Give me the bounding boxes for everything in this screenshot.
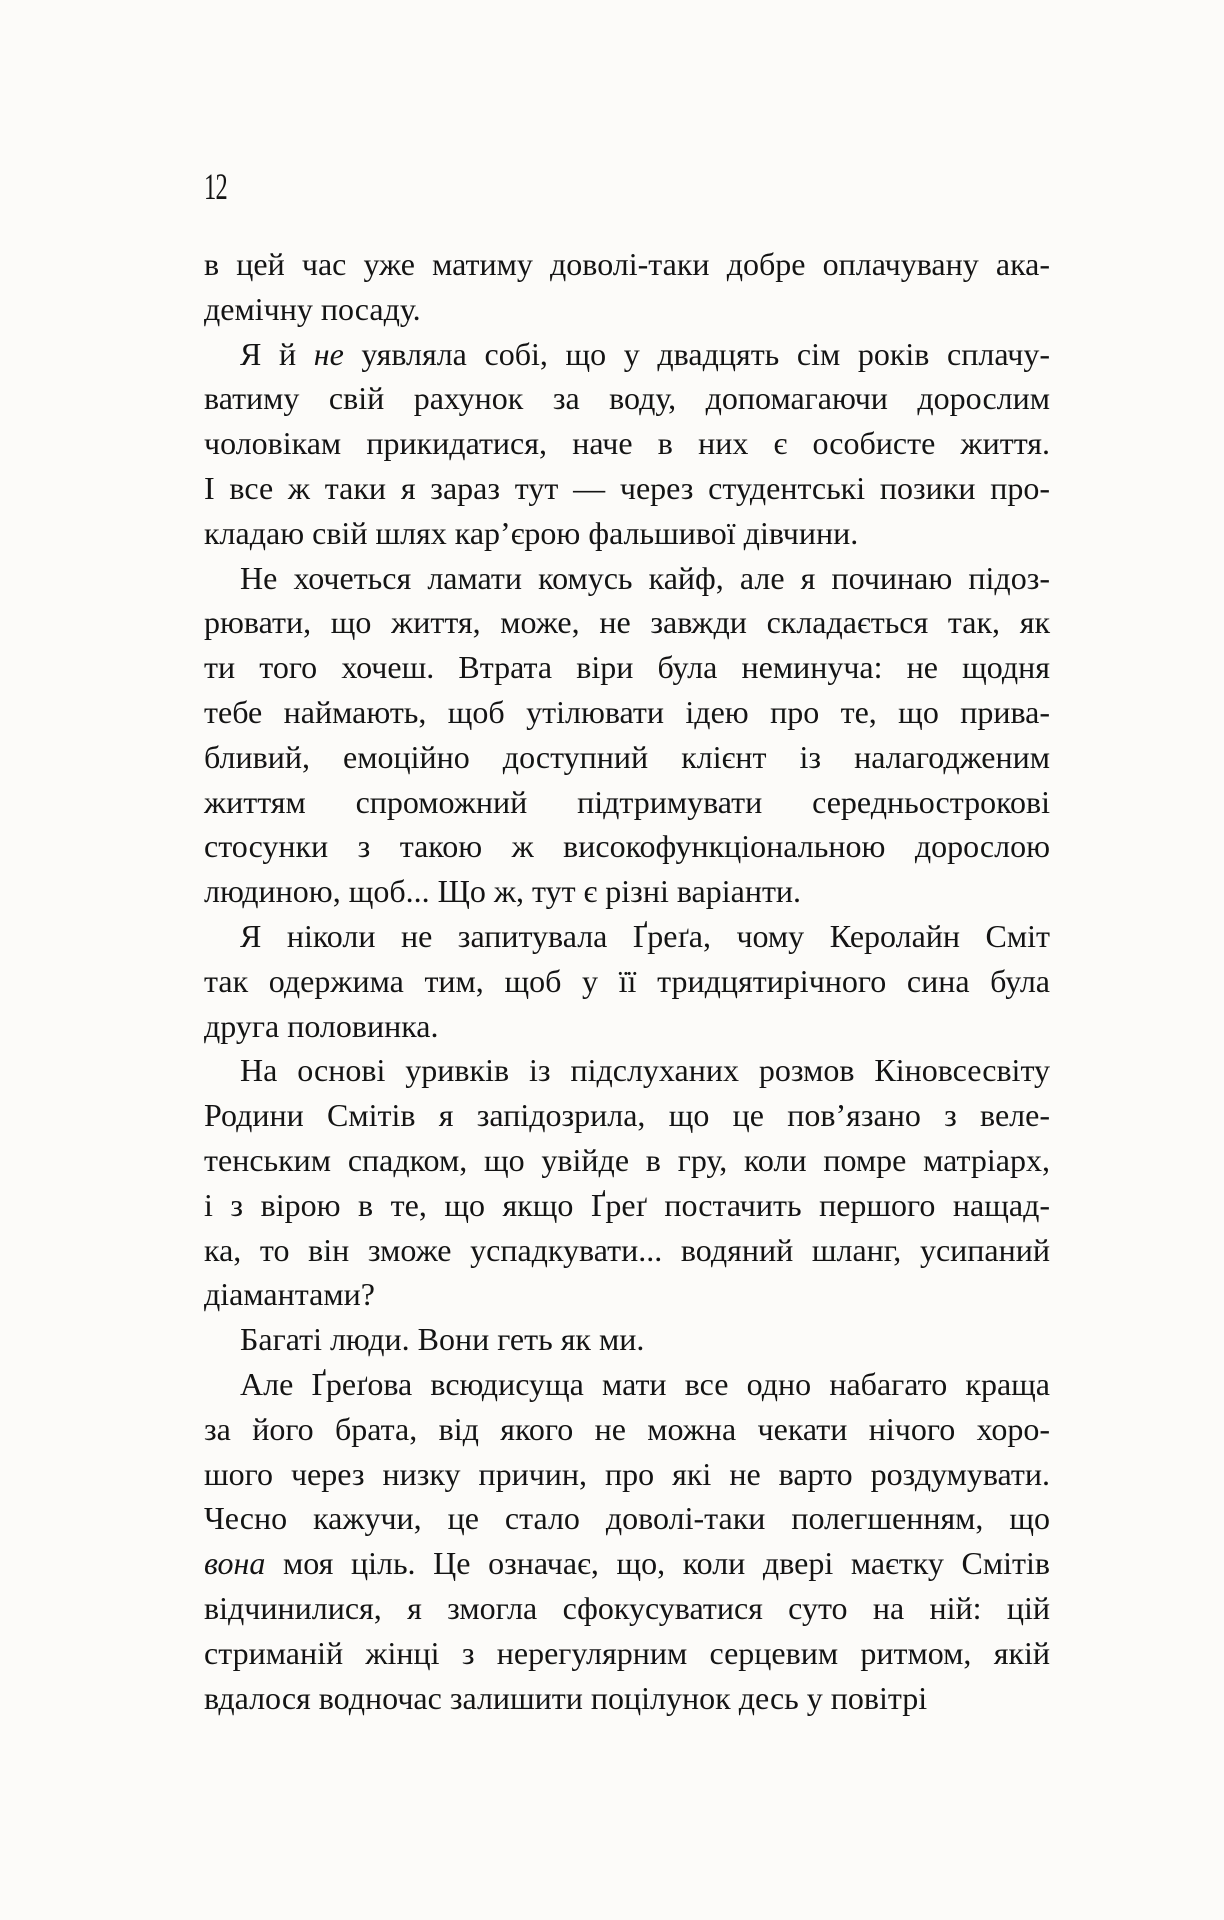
text-line xyxy=(204,1093,1050,1138)
text-line xyxy=(204,376,1050,421)
text-segment: Але Ґреґова всюдисуща мати все одно набагато краща xyxy=(240,1365,1050,1402)
paragraph xyxy=(204,914,1050,1048)
text-line xyxy=(204,332,1050,377)
text-line xyxy=(204,1004,1050,1049)
text-segment: Я й xyxy=(240,335,314,372)
text-line xyxy=(204,1407,1050,1452)
text-segment: діамантами? xyxy=(204,1276,375,1313)
text-segment: і з вірою в те, що якщо Ґреґ постачить першого нащад- xyxy=(204,1186,1050,1223)
text-line xyxy=(204,1586,1050,1631)
text-segment: моя ціль. Це означає, що, коли двері маєтку Смітів xyxy=(265,1545,1050,1582)
text-line xyxy=(204,780,1050,825)
text-segment: Чесно кажучи, це стало доволі-таки полегшенням, що xyxy=(204,1500,1050,1537)
text-line xyxy=(204,556,1050,601)
text-line xyxy=(204,421,1050,466)
text-line xyxy=(204,869,1050,914)
text-line xyxy=(204,1048,1050,1093)
paragraph xyxy=(204,1048,1050,1317)
text-segment: ка, то він зможе успадкувати... водяний шланг, усипаний xyxy=(204,1231,1050,1268)
text-line xyxy=(204,914,1050,959)
paragraph xyxy=(204,332,1050,556)
text-segment: за його брата, від якого не можна чекати нічого хоро- xyxy=(204,1410,1050,1447)
text-segment: І все ж таки я зараз тут — через студентські позики про- xyxy=(204,469,1050,506)
text-line xyxy=(204,959,1050,1004)
text-segment: На основі уривків із підслуханих розмов Кіновсесвіту xyxy=(240,1052,1050,1089)
text-segment: вдалося водночас залишити поцілунок десь у повітрі xyxy=(204,1679,928,1716)
text-segment: бливий, емоційно доступний клієнт із налагодженим xyxy=(204,738,1050,775)
page-text xyxy=(204,242,1050,1720)
text-segment: людиною, щоб... Що ж, тут є різні варіанти. xyxy=(204,873,802,910)
italic-text: не xyxy=(313,335,344,372)
text-line xyxy=(204,600,1050,645)
text-segment: життям спроможний підтримувати середньострокові xyxy=(204,783,1050,820)
text-line xyxy=(204,645,1050,690)
italic-text: вона xyxy=(204,1545,266,1582)
text-line xyxy=(204,1362,1050,1407)
text-segment: тебе наймають, щоб утілювати ідею про те, що прива- xyxy=(204,693,1050,730)
text-line xyxy=(204,242,1050,287)
paragraph xyxy=(204,242,1050,332)
text-segment: кладаю свій шлях кар’єрою фальшивої дівчини. xyxy=(204,514,859,551)
text-segment: Родини Смітів я запідозрила, що це пов’язано з веле- xyxy=(204,1097,1050,1134)
paragraph xyxy=(204,1362,1050,1720)
paragraph xyxy=(204,1317,1050,1362)
text-segment: чоловікам прикидатися, наче в них є особисте життя. xyxy=(204,425,1050,462)
text-segment: демічну посаду. xyxy=(204,290,421,327)
text-segment: уявляла собі, що у двадцять сім років сплачу- xyxy=(343,335,1051,372)
text-line xyxy=(204,1183,1050,1228)
text-line xyxy=(204,511,1050,556)
text-segment: тенським спадком, що увійде в гру, коли помре матріарх, xyxy=(204,1141,1050,1178)
text-line xyxy=(204,1452,1050,1497)
text-line xyxy=(204,1631,1050,1676)
text-line xyxy=(204,287,1050,332)
text-line xyxy=(204,1228,1050,1273)
text-segment: Не хочеться ламати комусь кайф, але я починаю підоз- xyxy=(240,559,1050,596)
text-segment: стриманій жінці з нерегулярним серцевим ритмом, якій xyxy=(204,1634,1050,1671)
text-line xyxy=(204,1541,1050,1586)
text-segment: ватиму свій рахунок за воду, допомагаючи дорослим xyxy=(204,380,1050,417)
text-line xyxy=(204,735,1050,780)
text-line xyxy=(204,824,1050,869)
paragraph xyxy=(204,556,1050,914)
text-segment: так одержима тим, щоб у її тридцятирічного сина була xyxy=(204,962,1050,999)
text-line xyxy=(204,690,1050,735)
text-segment: відчинилися, я змогла сфокусуватися суто на ній: цій xyxy=(204,1589,1050,1626)
text-segment: друга половинка. xyxy=(204,1007,439,1044)
text-segment: в цей час уже матиму доволі-таки добре оплачувану ака- xyxy=(204,246,1050,282)
text-segment: стосунки з такою ж високофункціональною дорослою xyxy=(204,828,1050,865)
text-line xyxy=(204,1317,1050,1362)
text-segment: шого через низку причин, про які не варто роздумувати. xyxy=(204,1455,1050,1492)
text-segment: ти того хочеш. Втрата віри була неминуча: не щодня xyxy=(204,649,1050,686)
text-line xyxy=(204,1496,1050,1541)
text-segment: Я ніколи не запитувала Ґреґа, чому Керолайн Сміт xyxy=(240,917,1050,954)
text-line xyxy=(204,1138,1050,1183)
text-segment: рювати, що життя, може, не завжди складається так, як xyxy=(204,604,1050,641)
text-segment: Багаті люди. Вони геть як ми. xyxy=(240,1321,645,1358)
page-number: 12 xyxy=(204,167,228,208)
text-line xyxy=(204,466,1050,511)
text-line xyxy=(204,1272,1050,1317)
text-line xyxy=(204,1676,1050,1721)
